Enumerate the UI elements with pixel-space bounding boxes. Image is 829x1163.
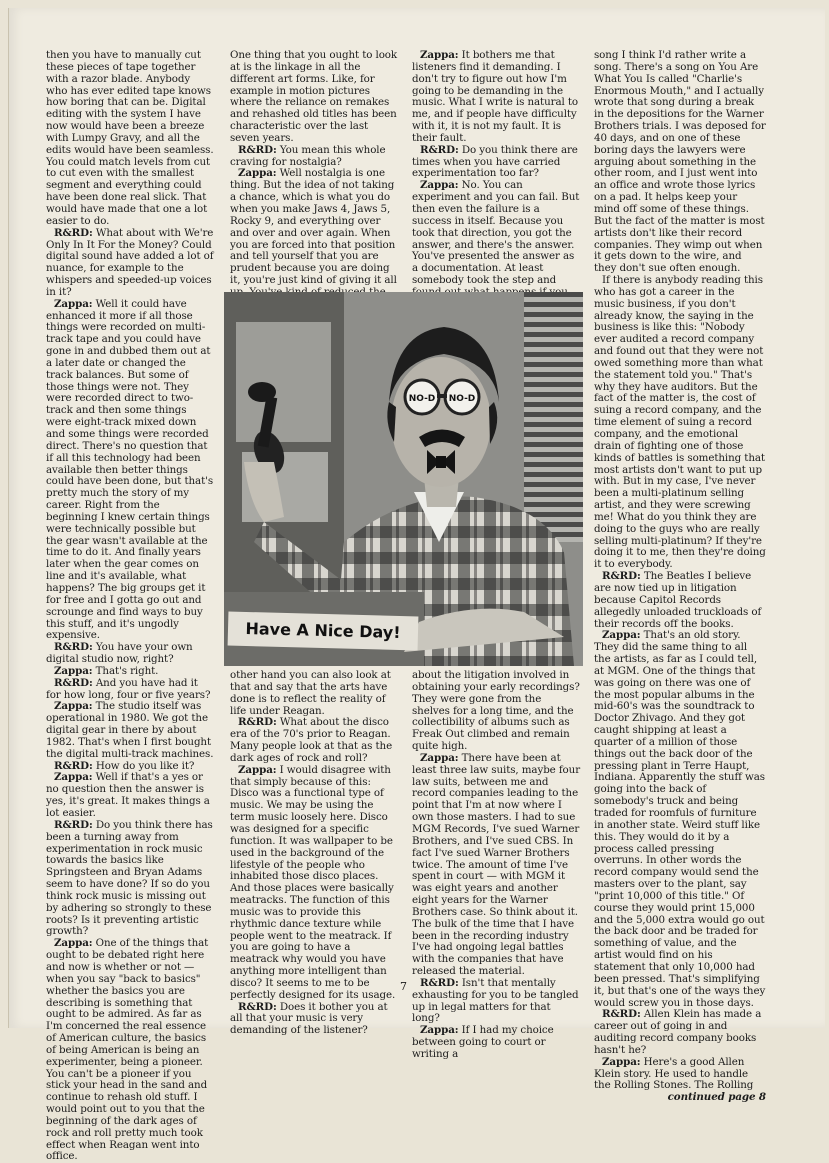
paragraph-text: What about with We're Only In It For the Money? Could digital sound have added a lot of nuance, for example to the whispers and speeded-up voices in it? — [46, 226, 214, 298]
article-column-1 — [46, 49, 214, 1163]
paragraph — [594, 571, 766, 630]
paragraph-text: If there is anybody reading this who has got a career in the music business, if you don't already know, the saying in the business is like this: "Nobody ever audited a record company and found out that they were not owed something more than what the statement told you." That's why they have auditors. But the fact of the matter is, the cost of suing a record company, and the time element of suing a record company, and the emotional drain of fighting one of those kinds of battles is something that most artists don't want to put up with. But in my case, I've never been a multi-platinum selling artist, and they were screwing me! What do you think they are doing to the guys who are really selling multi-platinum? If they're doing it to me, then they're doing it to everybody. — [594, 274, 766, 571]
speaker-label: Zappa: — [238, 763, 277, 776]
paragraph — [46, 701, 214, 760]
article-column-3-top — [412, 50, 580, 292]
paragraph — [46, 228, 214, 299]
paragraph — [46, 772, 214, 819]
paragraph-text: The studio itself was operational in 1980. We got the digital gear in there by about 1982. That's when I first bought the digital multi-track machines. — [46, 700, 214, 760]
paragraph-text: Well if that's a yes or no question then the answer is yes, it's great. It makes things a lot easier. — [46, 771, 210, 819]
paragraph-text: song I think I'd rather write a song. There's a song on You Are What You Is called "Charlie's Enormous Mouth," and I actually wrote that song during a break in the depositions for the Warner Brothers trials. I was deposed for 40 days, and on one of these boring days the lawyers were arguing about something in the other room, and I just went into an office and wrote those lyrics on a pad. It helps keep your mind off some of these things. But the fact of the matter is most artists don't like their record companies. They wimp out when it gets down to the wire, and they don't sue often enough. — [594, 49, 766, 275]
speaker-label: Zappa: — [238, 167, 277, 180]
paragraph-text: other hand you can also look at that and say that the arts have done is to reflect the reality of life under Reagan. — [230, 669, 391, 717]
speaker-label: R&RD: — [54, 226, 93, 239]
paragraph — [412, 1025, 580, 1061]
paragraph-text: You mean this whole craving for nostalgia? — [230, 143, 386, 168]
paragraph-text: There have been at least three law suits, maybe four law suits, between me and record companies leading to the point that I'm at now where I own those masters. I had to sue MGM Records, I've sued Warner Brothers, and I've sued CBS. In fact I've sued Warner Brothers twice. The amount of time I've spent in court — with MGM it was eight years and another eight years for the Warner Brothers case. So think about it. The bulk of the time that I have been in the recording industry I've had ongoing legal battles with the companies that have released the material. — [412, 751, 581, 978]
photo-illustration — [224, 292, 583, 666]
photo-caption: Have A Nice Day! — [228, 612, 419, 651]
paragraph — [46, 642, 214, 666]
paragraph-text: It bothers me that listeners find it demanding. I don't try to figure out how I'm going to be demanding in the music. What I write is natural to me, and if people have difficulty with it, it is not my fault. It is their fault. — [412, 49, 578, 144]
paragraph-text: Allen Klein has made a career out of going in and auditing record company books hasn't he? — [594, 1008, 762, 1056]
article-column-2-top — [230, 50, 398, 292]
speaker-label: Zappa: — [420, 179, 459, 192]
speaker-label: Zappa: — [54, 664, 93, 677]
speaker-label: Zappa: — [54, 771, 93, 784]
speaker-label: Zappa: — [54, 297, 93, 310]
speaker-label: Zappa: — [420, 1024, 459, 1037]
paragraph — [594, 275, 766, 571]
paragraph — [412, 753, 580, 978]
paragraph-text: Isn't that mentally exhausting for you to be tangled up in legal matters for that long? — [412, 976, 579, 1025]
paragraph — [230, 717, 398, 764]
paragraph-text: If I had my choice between going to court or writing a — [412, 1024, 554, 1060]
speaker-label: R&RD: — [238, 1000, 277, 1013]
paragraph-text: That's right. — [92, 664, 159, 677]
speaker-label: Zappa: — [420, 751, 459, 764]
speaker-label: Zappa: — [602, 629, 641, 642]
paragraph — [46, 50, 214, 228]
speaker-label: Zappa: — [54, 700, 93, 713]
paragraph-text: One of the things that ought to be debated right here and now is whether or not — when you say "back to basics" whether the basics you are describing is something that ought to be admired. As far as I'm concerned the real essence of American culture, the basics of being American is being an experimenter, being a pioneer. You can't be a pioneer if you stick your head in the sand and continue to rehash old stuff. I would point out to you that the beginning of the dark ages of rock and roll pretty much took effect when Reagan went into office. — [46, 937, 209, 1163]
speaker-label: R&RD: — [420, 976, 459, 989]
paragraph — [46, 820, 214, 938]
page-number: 7 — [400, 980, 407, 993]
paragraph-text: I would disagree with that simply because of this: Disco was a functional type of music. We may be using the term music loosely here. Disco was designed for a specific function. It was wallpaper to be used in the background of the lifestyle of the people who inhabited those disco places. And those places were basically meatracks. The function of this music was to provide this rhythmic dance texture while people went to the meatrack. If you are going to have a meatrack why would you have anything more intelligent than disco? It seems to me to be perfectly designed for its usage. — [230, 763, 396, 1001]
speaker-label: R&RD: — [420, 143, 459, 156]
paragraph-text: How do you like it? — [92, 759, 195, 772]
paragraph-text: Do you think there are times when you have carried experimentation too far? — [412, 143, 578, 180]
speaker-label: R&RD: — [54, 641, 93, 654]
continued-note: continued page 8 — [667, 1091, 766, 1104]
paragraph-text: about the litigation involved in obtaining your early recordings? They were gone from the shelves for a long time, and the collectibility of albums such as Freak Out climbed and remain quite high. — [412, 669, 580, 753]
paragraph-text: Here's a good Allen Klein story. He used to handle the Rolling Stones. The Rolling — [594, 1055, 754, 1092]
paragraph — [594, 1009, 766, 1056]
paragraph-text: What about the disco era of the 70's prior to Reagan. Many people look at that as the dark ages of rock and roll? — [230, 716, 393, 764]
glasses-left-label: NO-D — [408, 394, 436, 404]
speaker-label: R&RD: — [54, 676, 93, 689]
speaker-label: Zappa: — [420, 49, 459, 61]
paragraph — [230, 145, 398, 169]
glasses-right-label: NO-D — [448, 394, 476, 404]
article-column-2-bottom — [230, 669, 398, 1037]
paragraph-text: That's an old story. They did the same thing to all the artists, as far as I could tell, at MGM. One of the things that was going on there was one of the most popular albums in the mid-60's was the soundtrack to Doctor Zhivago. And they got caught shipping at least a quarter of a million of those things out the back door of the pressing plant in Terre Haupt, Indiana. Apparently the stuff was going into the back of somebody's truck and being traded for roomfuls of furniture in another state. Weird stuff like this. They would do it by a process called pressing overruns. In other words the record company would send the masters over to the plant, say "print 10,000 of this title." Of course they would print 15,000 and the 5,000 extra would go out the back door and be traded for something of value, and the artist would find on his statement that only 10,000 had been pressed. That's simplifying it, but that's one of the ways they would screw you in those days. — [594, 629, 766, 1009]
paragraph — [594, 1057, 766, 1093]
paragraph — [412, 670, 580, 753]
article-column-3-bottom — [412, 669, 581, 1060]
speaker-label: R&RD: — [602, 570, 641, 583]
speaker-label: R&RD: — [54, 759, 93, 772]
paragraph-text: Do you think there has been a turning away from experimentation in rock music towards the basics like Springsteen and Bryan Adams seem to have done? If so do you think rock music is missing out by adhering so strongly to these roots? Is it preventing artistic growth? — [46, 818, 213, 938]
paragraph-text: The Beatles I believe are now tied up in litigation because Capitol Records allegedly unloaded truckloads of their records off the books. — [594, 570, 762, 630]
paragraph-text: then you have to manually cut these pieces of tape together with a razor blade. Anybody who has ever edited tape knows how boring that can be. Digital editing with the system I have now would have been a breeze with Lumpy Gravy, and all the edits would have been seamless. You could match levels from cut to cut even with the smallest segment and everything could have been done real slick. That would have made that one a lot easier to do. — [46, 49, 214, 227]
speaker-label: Zappa: — [54, 937, 93, 950]
paragraph-text: Well nostalgia is one thing. But the idea of not taking a chance, which is what you do when you make Jaws 4, Jaws 5, Rocky 9, and everything over and over and over again. When you are forced into that position and tell yourself that you are prudent because you are doing it, you're just kind of giving it all — [230, 167, 397, 287]
paragraph-text: One thing that you ought to look at is the linkage in all the different art forms. Like, for example in motion pictures where the reliance on remakes and rehashed old titles has been characteristic over the last seven years. — [230, 49, 398, 144]
article-column-4 — [594, 49, 766, 1104]
speaker-label: Zappa: — [602, 1055, 641, 1068]
paragraph — [594, 630, 766, 1009]
paragraph — [46, 299, 214, 642]
paragraph-text: And you have had it for how long, four or five years? — [46, 676, 211, 701]
speaker-label: R&RD: — [602, 1008, 641, 1021]
paragraph-text: Well it could have enhanced it more if all those things were recorded on multi-track tape and you could have gone in and dubbed them out at a later date or changed the track balances. But some of those things were not. They were recorded direct to two-track and then some things were eight-track mixed down and some things were recorded direct. There's no question that if all this technology had been available then better things could have been done, but that's pretty much the story of my career. Right from the beginning I knew certain things were technically possible but the gear wasn't available at the time to do it. And finally years later when the gear comes on line and it's available, what happens? The big groups get it for free and I gotta go out and scrounge and find ways to buy this stuff, and it's ungodly expensive. — [46, 297, 214, 642]
speaker-label: R&RD: — [238, 143, 277, 156]
paragraph-text: No. You can experiment and you can fail. But then even the failure is a success in itself. Because you took that direction, you got the answer, and there's the answer. You've presented the answer as a documentation. At least somebody took the step and — [412, 179, 580, 287]
paragraph — [230, 765, 398, 1002]
speaker-label: R&RD: — [238, 716, 277, 729]
paragraph-text: Does it bother you at all that your music is very demanding of the listener? — [230, 1000, 388, 1037]
paragraph — [412, 145, 580, 181]
paragraph-text: You have your own digital studio now, right? — [46, 641, 193, 666]
paragraph — [230, 1002, 398, 1038]
paragraph — [412, 978, 580, 1025]
paragraph — [412, 50, 580, 145]
speaker-label: R&RD: — [54, 818, 93, 831]
paragraph — [46, 678, 214, 702]
paragraph — [46, 938, 214, 1163]
zappa-photo — [224, 292, 583, 666]
paragraph — [594, 50, 766, 275]
paragraph — [230, 670, 398, 717]
paragraph — [230, 50, 398, 145]
